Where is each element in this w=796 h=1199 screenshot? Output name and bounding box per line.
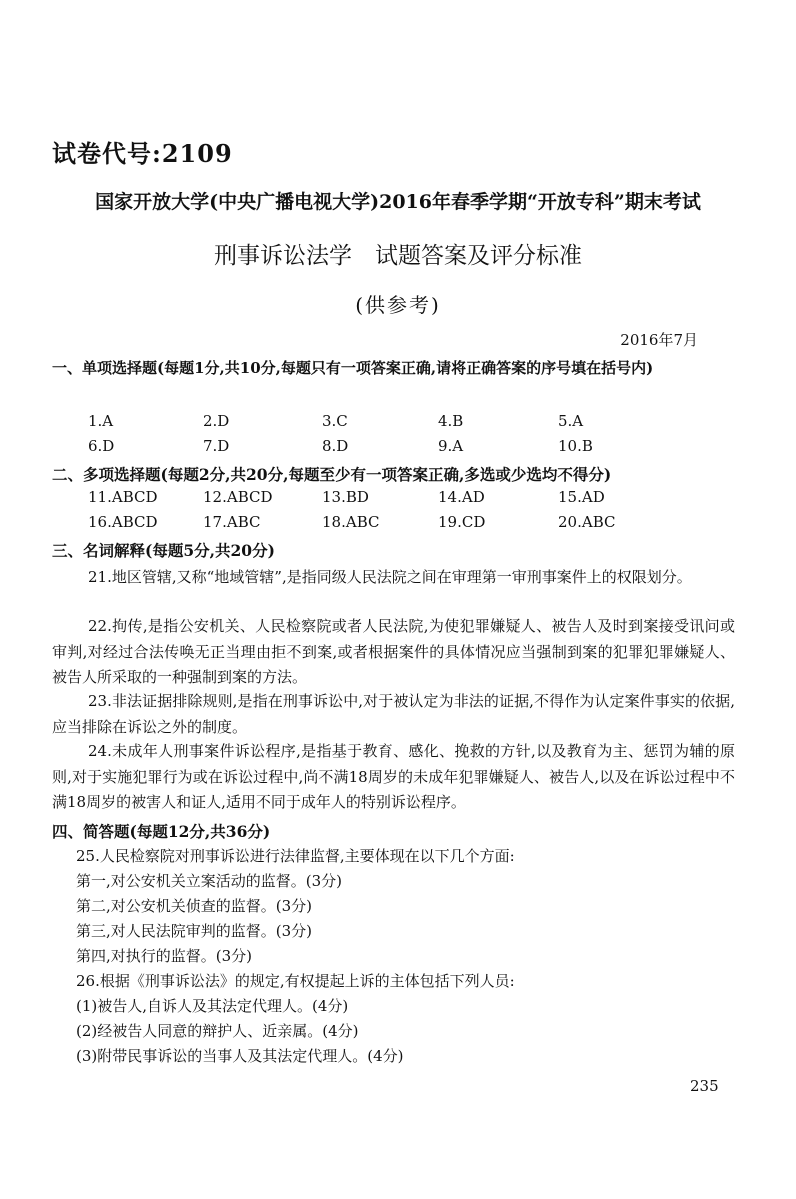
q26-point: (1)被告人,自诉人及其法定代理人。(4分) — [76, 997, 349, 1015]
section2-heading: 二、多项选择题(每题2分,共20分,每题至少有一项答案正确,多选或少选均不得分) — [52, 465, 612, 484]
section1-answer-item: 4.B — [438, 412, 464, 430]
section1-answer-item: 8.D — [322, 437, 349, 455]
q25-point: 第二,对公安机关侦查的监督。(3分) — [76, 897, 313, 915]
section2-answer-item: 20.ABC — [558, 513, 616, 531]
exam-institution-title: 国家开放大学(中央广播电视大学)2016年春季学期“开放专科”期末考试 — [95, 191, 701, 213]
definition-q21: 21.地区管辖,又称“地域管辖”,是指同级人民法院之间在审理第一审刑事案件上的权限划分。 — [88, 568, 692, 586]
q26-point: (2)经被告人同意的辩护人、近亲属。(4分) — [76, 1022, 359, 1040]
q25-point: 第四,对执行的监督。(3分) — [76, 947, 253, 965]
definition-q23: 23.非法证据排除规则,是指在刑事诉讼中,对于被认定为非法的证据,不得作为认定案件事实的依据,应当排除在诉讼之外的制度。 — [52, 692, 735, 736]
section2-answer-item: 12.ABCD — [203, 488, 273, 506]
section2-answer-item: 17.ABC — [203, 513, 261, 531]
definition-q24: 24.未成年人刑事案件诉讼程序,是指基于教育、感化、挽救的方针,以及教育为主、惩罚为辅的原则,对于实施犯罪行为或在诉讼过程中,尚不满18周岁的未成年犯罪嫌疑人、被告人,以及在诉讼过程中不满18周岁的被害人和证人,适用不同于成年人的特别诉讼程序。 — [52, 742, 735, 811]
section1-answer-item: 6.D — [88, 437, 115, 455]
exam-subject-title: 刑事诉讼法学 试题答案及评分标准 — [214, 243, 582, 269]
exam-code: 试卷代号:2109 — [52, 139, 233, 168]
reference-note: (供参考) — [355, 293, 441, 317]
q26-point: (3)附带民事诉讼的当事人及其法定代理人。(4分) — [76, 1047, 404, 1065]
section1-heading: 一、单项选择题(每题1分,共10分,每题只有一项答案正确,请将正确答案的序号填在括号内) — [52, 359, 654, 377]
section1-answer-item: 10.B — [558, 437, 593, 455]
section2-answer-item: 18.ABC — [322, 513, 380, 531]
section2-answer-item: 15.AD — [558, 488, 605, 506]
section2-answer-item: 19.CD — [438, 513, 486, 531]
section2-answer-item: 11.ABCD — [88, 488, 158, 506]
section2-answer-item: 14.AD — [438, 488, 485, 506]
section1-answer-item: 3.C — [322, 412, 348, 430]
section2-answer-item: 13.BD — [322, 488, 369, 506]
section1-answer-item: 5.A — [558, 412, 584, 430]
section1-answer-item: 9.A — [438, 437, 464, 455]
question-q25-intro: 25.人民检察院对刑事诉讼进行法律监督,主要体现在以下几个方面: — [76, 847, 515, 865]
section1-answer-item: 2.D — [203, 412, 230, 430]
section3-heading: 三、名词解释(每题5分,共20分) — [52, 541, 275, 560]
section1-answer-item: 7.D — [203, 437, 230, 455]
question-q26-intro: 26.根据《刑事诉讼法》的规定,有权提起上诉的主体包括下列人员: — [76, 972, 515, 990]
section4-heading: 四、简答题(每题12分,共36分) — [52, 822, 271, 841]
definition-q22: 22.拘传,是指公安机关、人民检察院或者人民法院,为使犯罪嫌疑人、被告人及时到案接受讯问或审判,对经过合法传唤无正当理由拒不到案,或者根据案件的具体情况应当强制到案的犯罪犯罪嫌疑人、被告人所采取的一种强制到案的方法。 — [52, 617, 735, 686]
section1-answer-item: 1.A — [88, 412, 114, 430]
q25-point: 第一,对公安机关立案活动的监督。(3分) — [76, 872, 343, 890]
q25-point: 第三,对人民法院审判的监督。(3分) — [76, 922, 313, 940]
exam-date: 2016年7月 — [620, 331, 698, 349]
page-number: 235 — [690, 1077, 719, 1095]
section2-answer-item: 16.ABCD — [88, 513, 158, 531]
